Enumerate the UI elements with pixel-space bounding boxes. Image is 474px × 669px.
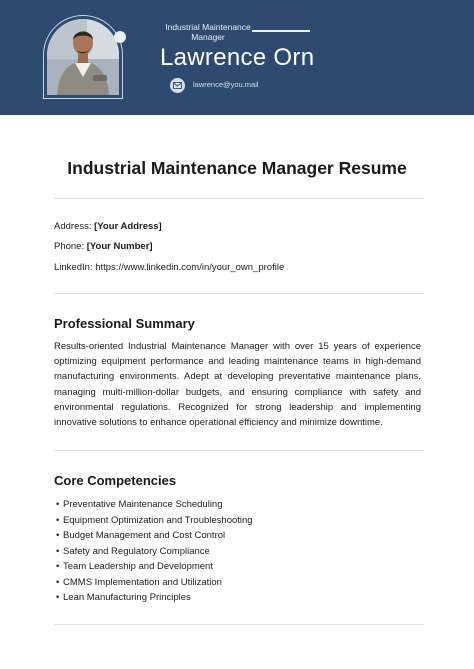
- profile-photo: [47, 19, 119, 95]
- divider: [53, 450, 424, 451]
- list-item: • Equipment Optimization and Troubleshooting: [56, 514, 253, 526]
- summary-text: Results-oriented Industrial Maintenance Manager with over 15 years of experience optimizing equipment performance and leading maintenance teams in high-demand manufacturing environments. Adept at developing preventative maintenance plans, managing multi-million-dollar budgets, and ensuring compliance with safety and environmental regulations. Recognized for strong leadership and implementing innovative solutions to enhance operational efficiency and minimize downtime.: [54, 341, 421, 429]
- phone-line: [54, 241, 153, 252]
- divider: [53, 293, 424, 294]
- role-underline: [252, 30, 310, 32]
- photo-decoration: [114, 31, 126, 43]
- competencies-list: [56, 497, 253, 606]
- linkedin-line: [54, 262, 284, 273]
- list-item: • CMMS Implementation and Utilization: [56, 576, 222, 588]
- summary-heading: Professional Summary: [54, 316, 195, 331]
- address-line: [54, 221, 162, 232]
- phone-value: [Your Number]: [86, 241, 153, 252]
- list-item: • Preventative Maintenance Scheduling: [56, 499, 223, 510]
- list-item: • Team Leadership and Development: [56, 561, 213, 572]
- divider: [53, 198, 424, 199]
- email-text: lawrence@you.mail: [193, 80, 259, 89]
- address-value: [Your Address]: [94, 221, 162, 232]
- competencies-heading: Core Competencies: [54, 473, 177, 488]
- divider: [53, 624, 424, 625]
- document-title: Industrial Maintenance Manager Resume: [67, 158, 407, 178]
- linkedin-label: LinkedIn:: [54, 262, 93, 273]
- envelope-icon: [170, 78, 185, 93]
- candidate-name: Lawrence Orn: [160, 44, 315, 71]
- list-item: • Safety and Regulatory Compliance: [56, 545, 210, 557]
- linkedin-link[interactable]: https://www.linkedin.com/in/your_own_profile: [95, 262, 285, 273]
- job-role: Industrial Maintenance Manager: [165, 22, 251, 42]
- list-item: • Budget Management and Cost Control: [56, 530, 226, 541]
- list-item: • Lean Manufacturing Principles: [56, 592, 191, 603]
- address-label: Address:: [54, 221, 92, 232]
- phone-label: Phone:: [54, 241, 85, 252]
